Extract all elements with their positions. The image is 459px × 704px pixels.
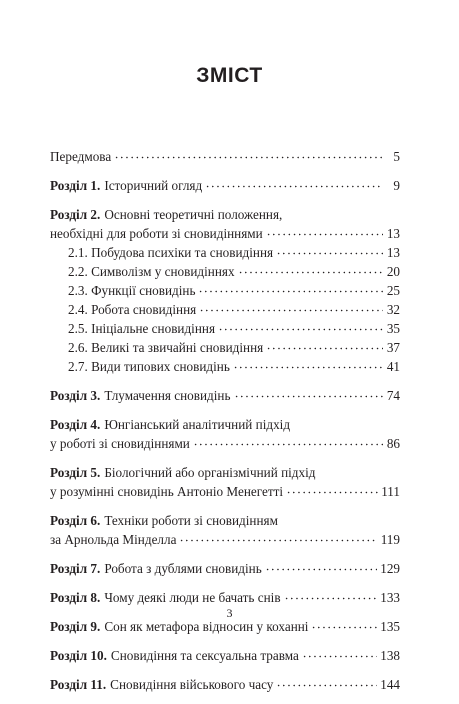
entry-page-number: 133 bbox=[380, 590, 400, 605]
entry-title: 2.2. Символізм у сновидіннях bbox=[68, 264, 235, 279]
entry-title: у розумінні сновидінь Антоніо Менегетті bbox=[50, 484, 284, 499]
toc-entry-line bbox=[68, 338, 400, 357]
chapter-number: Розділ 2. bbox=[50, 207, 101, 222]
toc-entry-line bbox=[68, 319, 400, 338]
toc-entry-line bbox=[68, 281, 400, 300]
toc-entry bbox=[50, 243, 400, 262]
dot-leader bbox=[238, 263, 383, 276]
chapter-number: Розділ 1. bbox=[50, 178, 101, 193]
entry-title: 2.5. Ініціальне сновидіння bbox=[68, 321, 216, 336]
toc-entry-line bbox=[50, 147, 400, 166]
toc-entry bbox=[50, 176, 400, 195]
entry-page-number: 5 bbox=[393, 149, 400, 164]
entry-page-number: 37 bbox=[386, 340, 400, 355]
toc-entry-line bbox=[68, 357, 400, 376]
chapter-number: Розділ 6. bbox=[50, 513, 101, 528]
chapter-number: Розділ 4. bbox=[50, 417, 101, 432]
entry-title: Робота з дублями сновидінь bbox=[104, 561, 262, 576]
entry-title: за Арнольда Мінделла bbox=[50, 532, 177, 547]
entry-page-number: 32 bbox=[386, 302, 400, 317]
toc-entry bbox=[50, 319, 400, 338]
page-title: ЗМІСТ bbox=[196, 64, 263, 87]
dot-leader bbox=[276, 244, 383, 257]
dot-leader bbox=[193, 435, 383, 448]
toc-entry-line bbox=[68, 262, 400, 281]
dot-leader bbox=[266, 225, 383, 238]
toc-entry-line bbox=[50, 205, 400, 224]
entry-title: 2.6. Великі та звичайні сновидіння bbox=[68, 340, 264, 355]
dot-leader bbox=[205, 177, 383, 190]
toc-entry-line bbox=[50, 386, 400, 405]
toc-entry-line bbox=[50, 434, 400, 453]
toc-entry bbox=[50, 262, 400, 281]
entry-title: 2.1. Побудова психіки та сновидіння bbox=[68, 245, 274, 260]
toc-entry-line bbox=[50, 176, 400, 195]
entry-page-number: 13 bbox=[386, 226, 400, 241]
dot-leader bbox=[266, 339, 383, 352]
dot-leader bbox=[179, 531, 377, 544]
toc-entry bbox=[50, 300, 400, 319]
entry-title: Основні теоретичні положення, bbox=[104, 207, 283, 222]
dot-leader bbox=[265, 560, 378, 573]
dot-leader bbox=[198, 282, 383, 295]
toc-entry bbox=[50, 463, 400, 501]
toc-entry-line bbox=[50, 415, 400, 434]
entry-title: 2.4. Робота сновидіння bbox=[68, 302, 197, 317]
entry-title: 2.7. Види типових сновидінь bbox=[68, 359, 230, 374]
page-number: 3 bbox=[226, 606, 233, 620]
chapter-number: Розділ 5. bbox=[50, 465, 101, 480]
toc-entry bbox=[50, 646, 400, 665]
entry-title: Біологічний або організмічний підхід bbox=[104, 465, 316, 480]
toc-entry-line bbox=[50, 675, 400, 694]
entry-title: Тлумачення сновидінь bbox=[104, 388, 231, 403]
entry-page-number: 129 bbox=[380, 561, 400, 576]
dot-leader bbox=[114, 148, 383, 161]
chapter-number: Розділ 8. bbox=[50, 590, 101, 605]
toc-entry bbox=[50, 357, 400, 376]
entry-page-number: 86 bbox=[386, 436, 400, 451]
dot-leader bbox=[284, 589, 378, 602]
toc-entry bbox=[50, 205, 400, 243]
entry-page-number: 9 bbox=[393, 178, 400, 193]
entry-title: Техніки роботи зі сновидінням bbox=[104, 513, 278, 528]
toc-entry-line bbox=[50, 646, 400, 665]
dot-leader bbox=[276, 676, 377, 689]
dot-leader bbox=[199, 301, 383, 314]
entry-page-number: 144 bbox=[380, 677, 400, 692]
toc-entry-line bbox=[50, 482, 400, 501]
entry-page-number: 25 bbox=[386, 283, 400, 298]
toc-entry bbox=[50, 386, 400, 405]
toc-entry bbox=[50, 675, 400, 694]
entry-page-number: 138 bbox=[380, 648, 400, 663]
toc-entry-line bbox=[50, 588, 400, 607]
toc-entry-line bbox=[50, 224, 400, 243]
toc-entry bbox=[50, 511, 400, 549]
chapter-number: Розділ 10. bbox=[50, 648, 107, 663]
entry-title: у роботі зі сновидіннями bbox=[50, 436, 190, 451]
entry-title: необхідні для роботи зі сновидіннями bbox=[50, 226, 263, 241]
entry-title: Сновидіння військового часу bbox=[110, 677, 274, 692]
entry-page-number: 41 bbox=[386, 359, 400, 374]
toc-entry-line bbox=[50, 511, 400, 530]
dot-leader bbox=[302, 647, 377, 660]
dot-leader bbox=[218, 320, 383, 333]
dot-leader bbox=[234, 387, 384, 400]
entry-page-number: 35 bbox=[386, 321, 400, 336]
entry-page-number: 135 bbox=[380, 619, 400, 634]
entry-title: Чому деякі люди не бачать снів bbox=[104, 590, 281, 605]
toc-entry bbox=[50, 281, 400, 300]
entry-title: Юнгіанський аналітичний підхід bbox=[104, 417, 291, 432]
chapter-number: Розділ 3. bbox=[50, 388, 101, 403]
entry-page-number: 20 bbox=[386, 264, 400, 279]
toc-entry bbox=[50, 559, 400, 578]
entry-page-number: 74 bbox=[386, 388, 400, 403]
entry-page-number: 119 bbox=[380, 532, 400, 547]
entry-page-number: 13 bbox=[386, 245, 400, 260]
toc-entry bbox=[50, 147, 400, 166]
toc-entry-line bbox=[50, 463, 400, 482]
toc-entry bbox=[50, 415, 400, 453]
entry-title: Передмова bbox=[50, 149, 112, 164]
toc-entry-line bbox=[50, 559, 400, 578]
entry-title: Історичний огляд bbox=[104, 178, 203, 193]
dot-leader bbox=[233, 358, 383, 371]
entry-page-number: 111 bbox=[381, 484, 400, 499]
toc-entry-line bbox=[68, 243, 400, 262]
toc-entry bbox=[50, 338, 400, 357]
entry-title: Сон як метафора відносин у коханні bbox=[104, 619, 309, 634]
chapter-number: Розділ 11. bbox=[50, 677, 107, 692]
chapter-number: Розділ 7. bbox=[50, 561, 101, 576]
toc-entry-line bbox=[68, 300, 400, 319]
chapter-number: Розділ 9. bbox=[50, 619, 101, 634]
dot-leader bbox=[286, 483, 378, 496]
toc-entry bbox=[50, 588, 400, 607]
entry-title: Сновидіння та сексуальна травма bbox=[110, 648, 299, 663]
entry-title: 2.3. Функції сновидінь bbox=[68, 283, 196, 298]
toc-entry-line bbox=[50, 530, 400, 549]
